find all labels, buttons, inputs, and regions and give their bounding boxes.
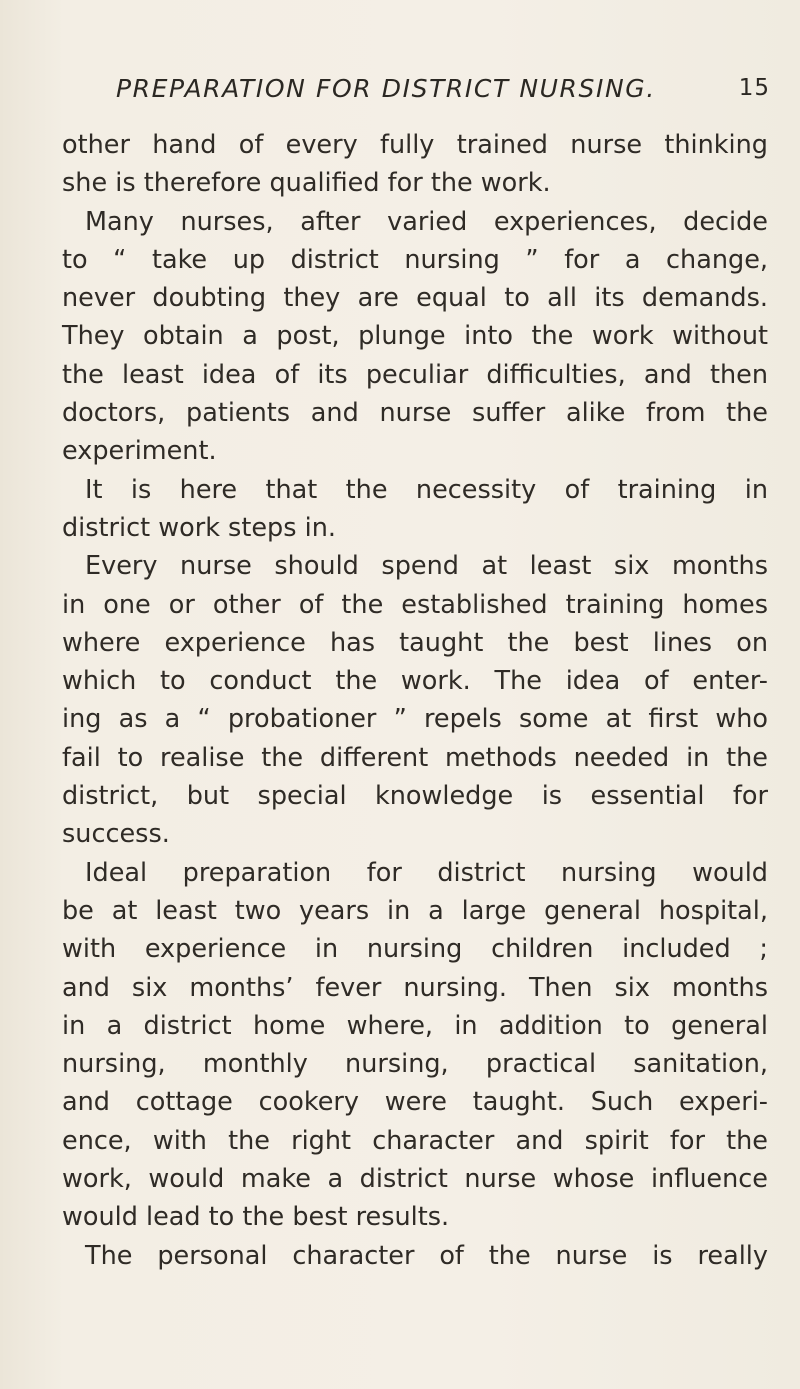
text-line: district work steps in. bbox=[62, 512, 336, 543]
text-line: Ideal preparation for district nursing would bbox=[85, 857, 768, 888]
text-line: nursing, monthly nursing, practical sanitation, bbox=[62, 1049, 768, 1080]
text-line: success. bbox=[62, 819, 170, 850]
text-line: and six months’ fever nursing. Then six months bbox=[62, 972, 768, 1003]
text-line: where experience has taught the best lines on bbox=[62, 627, 768, 658]
text-line: be at least two years in a large general hospital, bbox=[62, 895, 768, 926]
text-line: would lead to the best results. bbox=[62, 1202, 450, 1233]
running-head bbox=[116, 74, 770, 114]
text-line: she is therefore qualified for the work. bbox=[62, 168, 551, 199]
text-line: work, would make a district nurse whose influence bbox=[62, 1164, 768, 1195]
page-number: 15 bbox=[738, 75, 770, 101]
text-line: in a district home where, in addition to general bbox=[62, 1010, 768, 1041]
text-line: which to conduct the work. The idea of enter- bbox=[62, 666, 768, 697]
text-line: other hand of every fully trained nurse thinking bbox=[62, 130, 768, 160]
text-line: The personal character of the nurse is really bbox=[85, 1240, 768, 1271]
text-line: Every nurse should spend at least six months bbox=[85, 551, 768, 582]
text-line: the least idea of its peculiar difficulties, and then bbox=[62, 359, 768, 390]
body-text bbox=[62, 126, 768, 1275]
text-line: with experience in nursing children included ; bbox=[62, 934, 768, 965]
text-line: ing as a “ probationer ” repels some at first who bbox=[62, 704, 768, 735]
text-line: ence, with the right character and spirit for the bbox=[62, 1125, 768, 1156]
text-line: doctors, patients and nurse suffer alike from the bbox=[62, 398, 768, 429]
running-title: PREPARATION FOR DISTRICT NURSING. bbox=[116, 74, 656, 103]
text-line: Many nurses, after varied experiences, decide bbox=[85, 206, 768, 237]
text-line: in one or other of the established training homes bbox=[62, 589, 768, 620]
text-line: district, but special knowledge is essential for bbox=[62, 781, 768, 812]
text-line: to “ take up district nursing ” for a change, bbox=[62, 244, 768, 275]
text-line: experiment. bbox=[62, 436, 217, 467]
text-line: It is here that the necessity of training in bbox=[85, 474, 768, 505]
text-line: fail to realise the different methods needed in the bbox=[62, 742, 768, 773]
text-line: and cottage cookery were taught. Such experi- bbox=[62, 1087, 768, 1118]
text-line: never doubting they are equal to all its demands. bbox=[62, 283, 768, 314]
text-line: They obtain a post, plunge into the work without bbox=[62, 321, 768, 352]
